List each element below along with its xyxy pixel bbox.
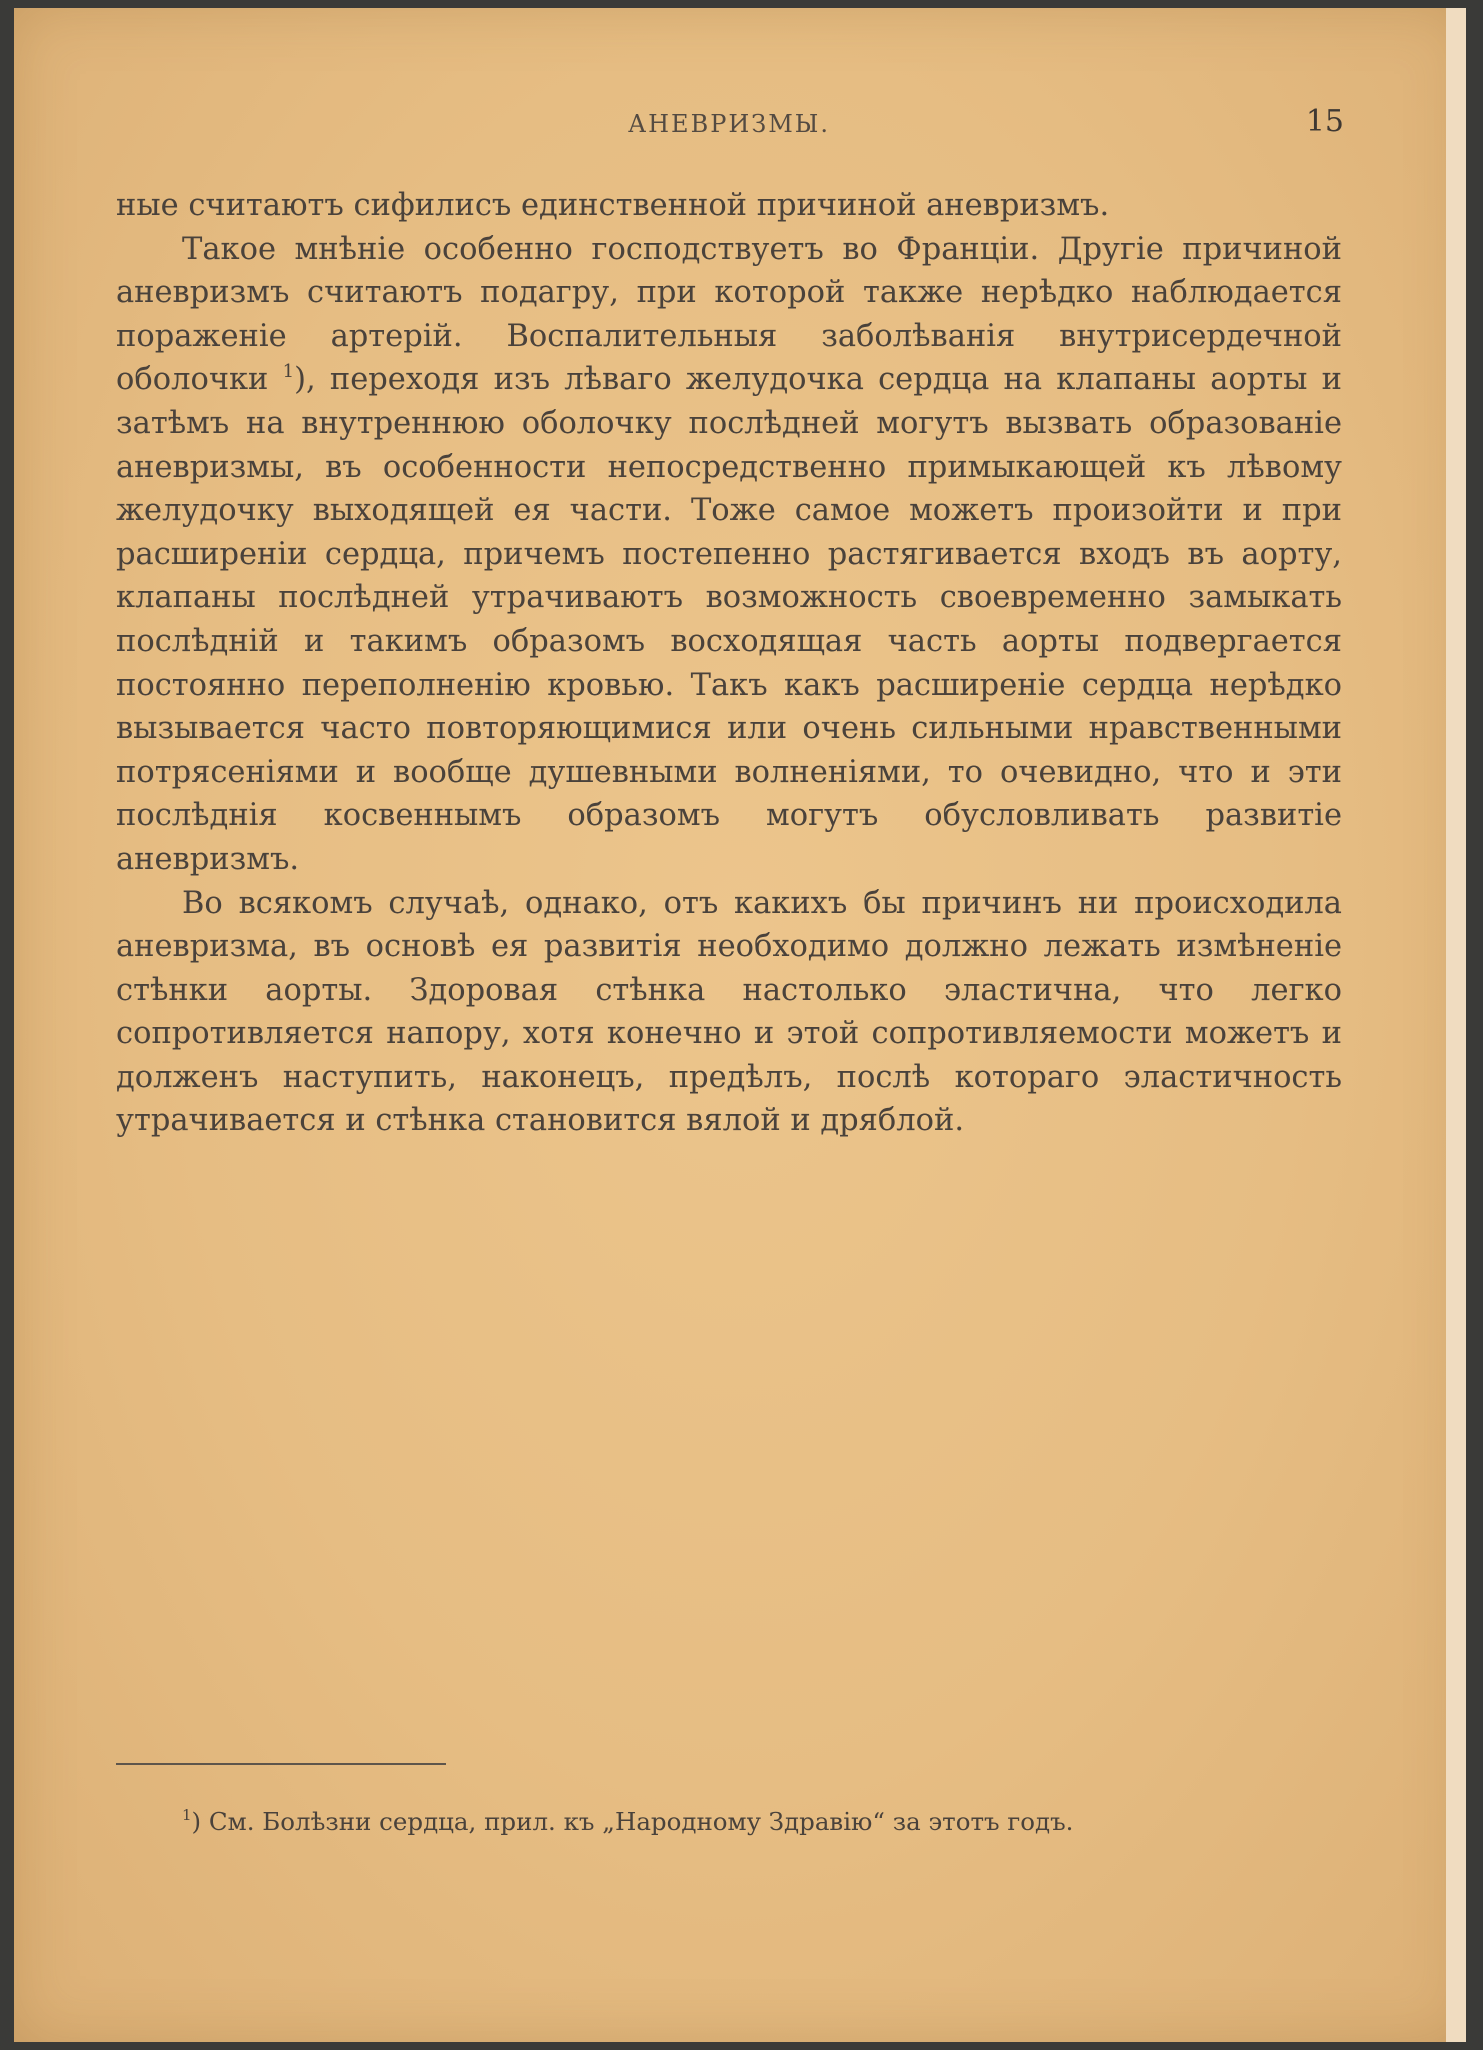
footnote-reference: 1 <box>282 361 295 383</box>
book-page <box>14 8 1466 2042</box>
paragraph-2-text-a: Такое мнѣніе особенно господствуетъ во Франціи. Другіе причиной аневризмъ считаютъ подагру, при которой также нерѣдко наблюдается пораженіе артерій. Воспалительныя заболѣванія внутрисердечной оболочки <box>116 231 1342 398</box>
paragraph-1 <box>116 184 1342 228</box>
footnote <box>116 1801 1342 1843</box>
footnote-paragraph <box>116 1801 1342 1843</box>
page-edge <box>1446 8 1466 2042</box>
body-text <box>116 184 1342 1143</box>
paragraph-2-text-b: ), переходя изъ лѣваго желудочка сердца на клапаны аорты и затѣмъ на внутреннюю оболочку послѣдней могутъ вызвать образованіе аневризмы, въ особенности непосредственно примыкающей къ лѣвому желудочку выходящей ея части. Тоже самое можетъ произойти и при расширеніи сердца, причемъ постепенно растягивается входъ въ аорту, клапаны послѣдней утрачиваютъ возможность своевременно замыкать послѣдній и такимъ образомъ восходящая часть аорты подвергается постоянно переполненію кровью. Такъ какъ расширеніе сердца нерѣдко вызывается часто повторяющимися или очень сильными нравственными потрясеніями и вообще душевными волненіями, то очевидно, что и эти послѣднія косвеннымъ образомъ могутъ обусловливать развитіе аневризмъ. <box>116 362 1343 877</box>
paragraph-3-text: Во всякомъ случаѣ, однако, отъ какихъ бы причинъ ни происходила аневризма, въ основѣ ея развитія необходимо должно лежать измѣненіе стѣнки аорты. Здоровая стѣнка настолько эластична, что легко сопротивляется напору, хотя конечно и этой сопротивляемости можетъ и долженъ наступить, наконецъ, предѣлъ, послѣ котораго эластичность утрачивается и стѣнка становится вялой и дряблой. <box>116 885 1342 1139</box>
paragraph-2 <box>116 228 1342 882</box>
page-header <box>114 104 1344 144</box>
footnote-divider <box>116 1763 446 1765</box>
running-head: АНЕВРИЗМЫ. <box>627 110 831 138</box>
page-number: 15 <box>1305 104 1344 139</box>
footnote-text: ) См. Болѣзни сердца, прил. къ „Народному Здравію“ за этотъ годъ. <box>191 1807 1074 1836</box>
footnote-mark: 1 <box>182 1806 192 1824</box>
paragraph-1-text: ные считаютъ сифилисъ единственной причиной аневризмъ. <box>116 188 1110 223</box>
paragraph-3 <box>116 882 1342 1144</box>
